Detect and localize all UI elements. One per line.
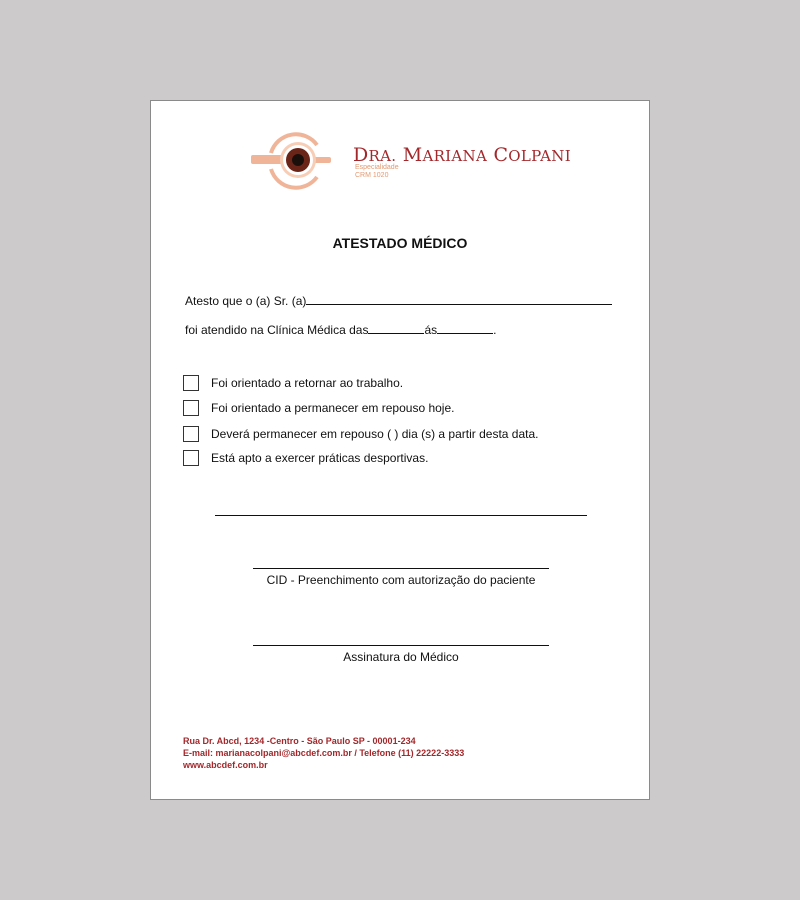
crm-text: CRM 1020: [355, 172, 389, 179]
document-title: ATESTADO MÉDICO: [332, 235, 468, 251]
checkbox[interactable]: [183, 450, 199, 466]
footer-email-phone: E-mail: marianacolpani@abcdef.com.br / Telefone (11) 22222-3333: [183, 748, 465, 758]
option-fit-for-sports[interactable]: [183, 449, 428, 467]
eye-logo-icon: [251, 131, 331, 191]
notes-line[interactable]: [215, 515, 587, 516]
doctor-name-logo: DRA. MARIANA COLPANI: [353, 144, 571, 166]
cid-caption: CID - Preenchimento com autorização do paciente: [266, 573, 536, 587]
patient-name-label: Atesto que o (a) Sr. (a): [185, 294, 307, 308]
attendance-to-label: ás: [424, 323, 438, 337]
checkbox[interactable]: [183, 400, 199, 416]
time-to-blank[interactable]: [437, 321, 493, 334]
option-return-to-work[interactable]: [183, 374, 403, 392]
medical-certificate-sheet: [150, 100, 650, 800]
option-rest-today[interactable]: [183, 399, 454, 417]
checkbox[interactable]: [183, 426, 199, 442]
cid-signature-line[interactable]: [253, 568, 549, 569]
attendance-from-label: foi atendido na Clínica Médica das: [185, 323, 369, 337]
footer-address: Rua Dr. Abcd, 1234 -Centro - São Paulo SP - 00001-234: [183, 736, 416, 746]
option-rest-days[interactable]: [183, 425, 538, 443]
patient-name-line: [185, 292, 612, 308]
doctor-signature-line[interactable]: [253, 645, 549, 646]
footer-website: www.abcdef.com.br: [183, 760, 268, 770]
period: .: [493, 323, 497, 337]
footer-contact: [183, 735, 464, 771]
option-label: Foi orientado a permanecer em repouso hoje.: [211, 401, 455, 415]
doctor-credentials: [355, 164, 399, 180]
time-from-blank[interactable]: [368, 321, 424, 334]
doctor-signature-caption: Assinatura do Médico: [343, 650, 459, 664]
option-label: Está apto a exercer práticas desportivas.: [211, 451, 429, 465]
specialty-text: Especialidade: [355, 164, 399, 171]
option-label: Deverá permanecer em repouso ( ) dia (s) a partir desta data.: [211, 427, 539, 441]
patient-name-blank[interactable]: [306, 292, 612, 305]
checkbox[interactable]: [183, 375, 199, 391]
option-label: Foi orientado a retornar ao trabalho.: [211, 376, 404, 390]
attendance-time-line: [185, 321, 496, 337]
